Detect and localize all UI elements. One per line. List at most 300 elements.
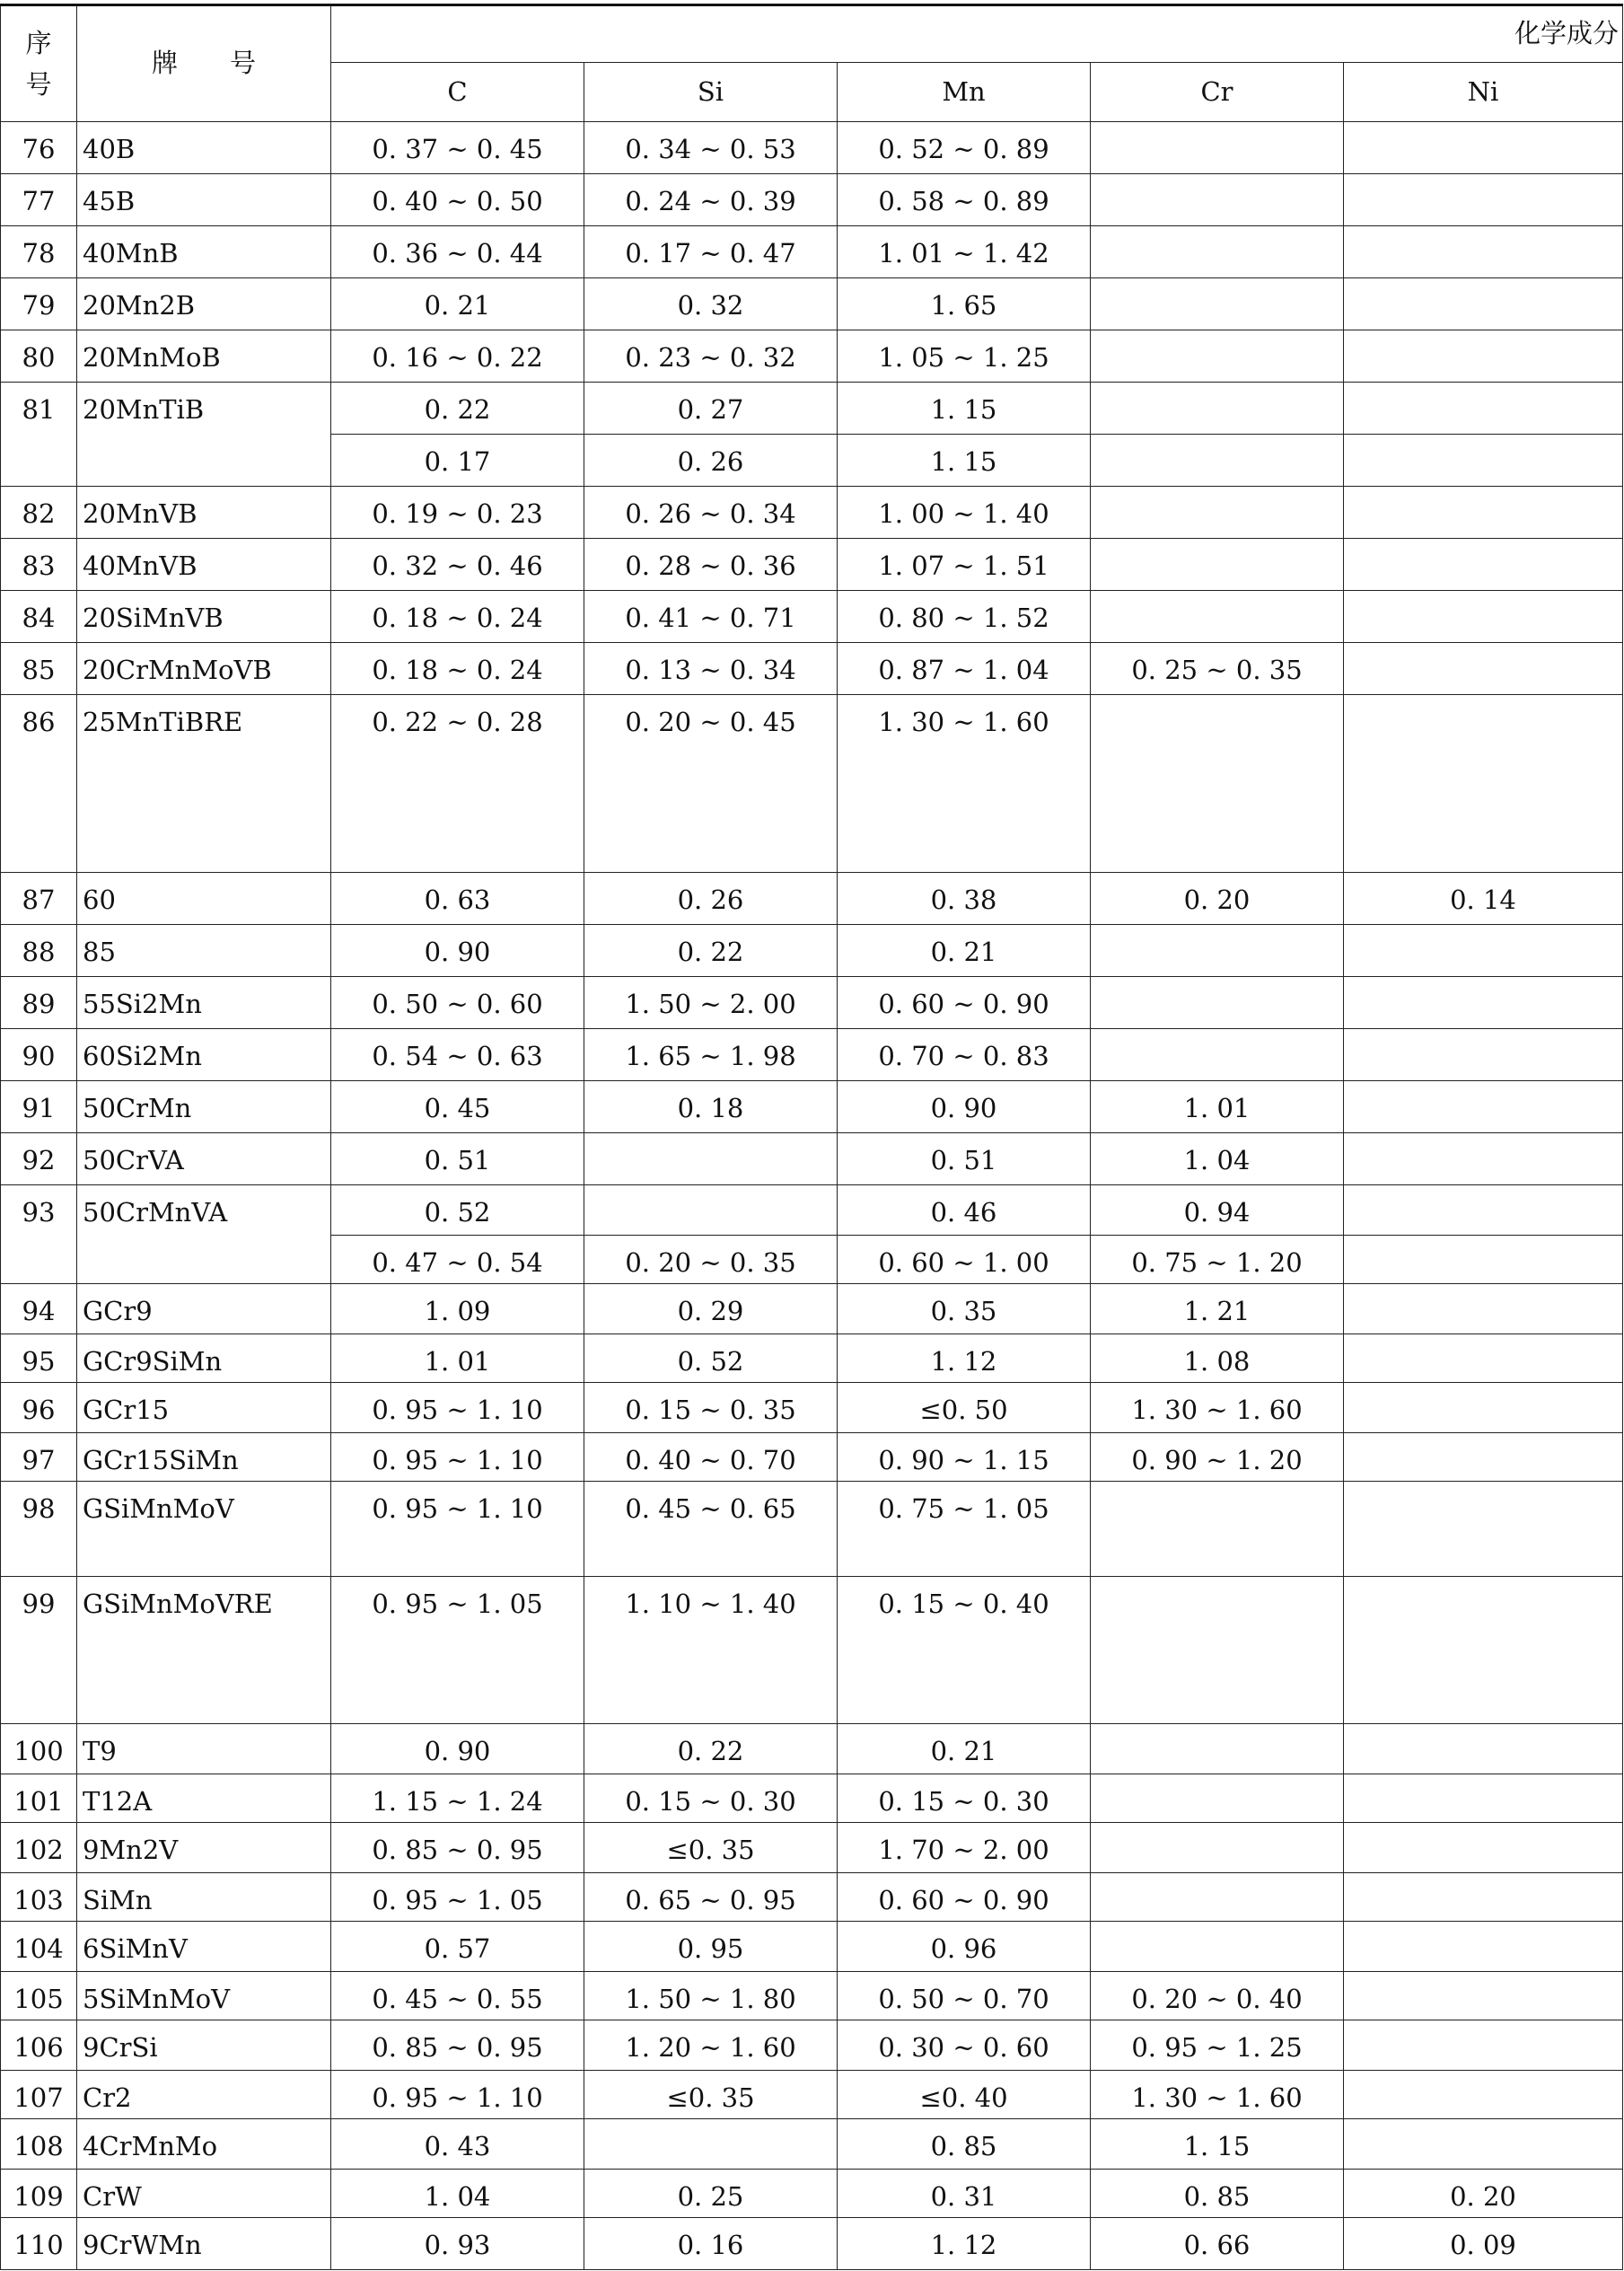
cell-si: 0. 34 ~ 0. 53 xyxy=(584,122,838,174)
row-index: 109 xyxy=(1,2170,77,2218)
cell-cr: 1. 08 xyxy=(1091,1334,1344,1383)
table-row xyxy=(1,925,1623,977)
table-row xyxy=(1,1433,1623,1482)
cell-mn: ≤0. 40 xyxy=(838,2071,1091,2119)
cell-c: 0. 45 xyxy=(331,1081,584,1133)
cell-mn: 0. 21 xyxy=(838,925,1091,977)
cell-ni xyxy=(1344,539,1623,591)
table-row xyxy=(1,1577,1623,1724)
cell-mn: 0. 90 xyxy=(838,1081,1091,1133)
cell-si: 1. 50 ~ 1. 80 xyxy=(584,1972,838,2020)
row-index: 90 xyxy=(1,1029,77,1081)
cell-cr xyxy=(1091,695,1344,873)
cell-si: 0. 23 ~ 0. 32 xyxy=(584,330,838,383)
row-index: 91 xyxy=(1,1081,77,1133)
cell-mn: 0. 30 ~ 0. 60 xyxy=(838,2020,1091,2071)
cell-ni xyxy=(1344,122,1623,174)
cell-mn: 1. 12 xyxy=(838,1334,1091,1383)
cell-si: 0. 27 xyxy=(584,383,838,435)
row-grade: T12A xyxy=(77,1774,331,1823)
cell-c: 0. 95 ~ 1. 10 xyxy=(331,1482,584,1577)
cell-cr xyxy=(1091,330,1344,383)
cell-si xyxy=(584,1185,838,1236)
cell-cr: 1. 15 xyxy=(1091,2119,1344,2170)
cell-mn: 1. 01 ~ 1. 42 xyxy=(838,226,1091,278)
row-grade: 85 xyxy=(77,925,331,977)
cell-si: 0. 22 xyxy=(584,1724,838,1774)
table-row xyxy=(1,539,1623,591)
table-row xyxy=(1,2020,1623,2071)
cell-ni xyxy=(1344,1334,1623,1383)
cell-si: 0. 13 ~ 0. 34 xyxy=(584,643,838,695)
cell-cr xyxy=(1091,1873,1344,1922)
table-row xyxy=(1,1873,1623,1922)
cell-cr: 0. 25 ~ 0. 35 xyxy=(1091,643,1344,695)
cell-ni xyxy=(1344,1383,1623,1433)
cell-cr xyxy=(1091,1724,1344,1774)
cell-mn: ≤0. 50 xyxy=(838,1383,1091,1433)
cell-c: 0. 16 ~ 0. 22 xyxy=(331,330,584,383)
row-index: 97 xyxy=(1,1433,77,1482)
cell-mn: 1. 15 xyxy=(838,435,1091,487)
table-row xyxy=(1,1133,1623,1185)
row-index: 95 xyxy=(1,1334,77,1383)
table-row xyxy=(1,1284,1623,1334)
column-header-si: Si xyxy=(584,63,838,122)
row-grade: GCr15 xyxy=(77,1383,331,1433)
cell-ni xyxy=(1344,330,1623,383)
cell-cr: 0. 94 xyxy=(1091,1185,1344,1236)
cell-ni xyxy=(1344,1972,1623,2020)
cell-c: 1. 04 xyxy=(331,2170,584,2218)
cell-ni xyxy=(1344,591,1623,643)
cell-c: 1. 15 ~ 1. 24 xyxy=(331,1774,584,1823)
column-header-cr: Cr xyxy=(1091,63,1344,122)
row-grade: GSiMnMoVRE xyxy=(77,1577,331,1724)
cell-si: 1. 65 ~ 1. 98 xyxy=(584,1029,838,1081)
cell-cr: 1. 30 ~ 1. 60 xyxy=(1091,2071,1344,2119)
row-grade: 50CrMnVA xyxy=(77,1185,331,1284)
row-grade: 20Mn2B xyxy=(77,278,331,330)
cell-c: 0. 90 xyxy=(331,1724,584,1774)
row-index: 103 xyxy=(1,1873,77,1922)
cell-si: ≤0. 35 xyxy=(584,2071,838,2119)
cell-mn: 0. 60 ~ 1. 00 xyxy=(838,1236,1091,1284)
cell-si xyxy=(584,1133,838,1185)
table-row xyxy=(1,122,1623,174)
row-index: 86 xyxy=(1,695,77,873)
cell-cr: 0. 66 xyxy=(1091,2218,1344,2270)
chemical-composition-table xyxy=(0,4,1623,2270)
cell-c: 0. 63 xyxy=(331,873,584,925)
cell-ni: 0. 09 xyxy=(1344,2218,1623,2270)
cell-c: 0. 45 ~ 0. 55 xyxy=(331,1972,584,2020)
cell-cr xyxy=(1091,591,1344,643)
cell-mn: 0. 70 ~ 0. 83 xyxy=(838,1029,1091,1081)
row-index: 81 xyxy=(1,383,77,487)
cell-mn: 1. 15 xyxy=(838,383,1091,435)
cell-cr: 0. 20 ~ 0. 40 xyxy=(1091,1972,1344,2020)
index-header-char-1: 序 xyxy=(25,27,52,58)
table-row xyxy=(1,873,1623,925)
cell-cr xyxy=(1091,278,1344,330)
cell-ni xyxy=(1344,1922,1623,1972)
row-grade: GCr9SiMn xyxy=(77,1334,331,1383)
cell-ni xyxy=(1344,278,1623,330)
cell-mn: 0. 60 ~ 0. 90 xyxy=(838,1873,1091,1922)
cell-cr: 0. 95 ~ 1. 25 xyxy=(1091,2020,1344,2071)
cell-ni xyxy=(1344,1577,1623,1724)
row-grade: SiMn xyxy=(77,1873,331,1922)
cell-si: 0. 26 ~ 0. 34 xyxy=(584,487,838,539)
row-grade: 9Mn2V xyxy=(77,1823,331,1873)
cell-ni: 0. 20 xyxy=(1344,2170,1623,2218)
row-grade: 9CrWMn xyxy=(77,2218,331,2270)
row-index: 98 xyxy=(1,1482,77,1577)
cell-c: 0. 22 xyxy=(331,383,584,435)
row-index: 96 xyxy=(1,1383,77,1433)
cell-mn: 0. 52 ~ 0. 89 xyxy=(838,122,1091,174)
row-index: 94 xyxy=(1,1284,77,1334)
cell-si: 0. 24 ~ 0. 39 xyxy=(584,174,838,226)
cell-ni: 0. 14 xyxy=(1344,873,1623,925)
row-index: 76 xyxy=(1,122,77,174)
row-grade: 20MnMoB xyxy=(77,330,331,383)
cell-ni xyxy=(1344,925,1623,977)
table-row xyxy=(1,2218,1623,2270)
cell-mn: 0. 85 xyxy=(838,2119,1091,2170)
cell-mn: 1. 30 ~ 1. 60 xyxy=(838,695,1091,873)
cell-c: 0. 93 xyxy=(331,2218,584,2270)
cell-ni xyxy=(1344,643,1623,695)
row-grade: GCr9 xyxy=(77,1284,331,1334)
row-index: 110 xyxy=(1,2218,77,2270)
cell-cr xyxy=(1091,226,1344,278)
table-row xyxy=(1,1823,1623,1873)
cell-ni xyxy=(1344,1133,1623,1185)
cell-si: 0. 15 ~ 0. 35 xyxy=(584,1383,838,1433)
cell-si: 0. 26 xyxy=(584,873,838,925)
cell-mn: 0. 35 xyxy=(838,1284,1091,1334)
row-grade: 40MnB xyxy=(77,226,331,278)
chemical-composition-header: 化学成分 xyxy=(331,5,1623,63)
cell-mn: 1. 12 xyxy=(838,2218,1091,2270)
row-index: 107 xyxy=(1,2071,77,2119)
table-row xyxy=(1,1185,1623,1236)
cell-ni xyxy=(1344,487,1623,539)
cell-si: 0. 45 ~ 0. 65 xyxy=(584,1482,838,1577)
table-row xyxy=(1,591,1623,643)
cell-cr xyxy=(1091,539,1344,591)
cell-mn: 1. 65 xyxy=(838,278,1091,330)
row-index: 83 xyxy=(1,539,77,591)
cell-c: 0. 36 ~ 0. 44 xyxy=(331,226,584,278)
cell-cr xyxy=(1091,1482,1344,1577)
cell-si: 0. 52 xyxy=(584,1334,838,1383)
row-grade: 6SiMnV xyxy=(77,1922,331,1972)
cell-c: 1. 09 xyxy=(331,1284,584,1334)
grade-column-header: 牌 号 xyxy=(77,5,331,122)
row-index: 82 xyxy=(1,487,77,539)
row-grade: 40MnVB xyxy=(77,539,331,591)
cell-mn: 0. 15 ~ 0. 40 xyxy=(838,1577,1091,1724)
column-header-mn: Mn xyxy=(838,63,1091,122)
table-row xyxy=(1,330,1623,383)
cell-cr: 1. 21 xyxy=(1091,1284,1344,1334)
cell-mn: 0. 60 ~ 0. 90 xyxy=(838,977,1091,1029)
cell-c: 0. 95 ~ 1. 10 xyxy=(331,1433,584,1482)
header-row-1 xyxy=(1,5,1623,63)
table-row xyxy=(1,1334,1623,1383)
table-row xyxy=(1,1029,1623,1081)
table-row xyxy=(1,643,1623,695)
cell-ni xyxy=(1344,2119,1623,2170)
row-grade: GSiMnMoV xyxy=(77,1482,331,1577)
cell-ni xyxy=(1344,1482,1623,1577)
cell-ni xyxy=(1344,695,1623,873)
cell-c: 0. 18 ~ 0. 24 xyxy=(331,591,584,643)
cell-c: 0. 57 xyxy=(331,1922,584,1972)
cell-ni xyxy=(1344,1284,1623,1334)
table-row xyxy=(1,695,1623,873)
cell-mn: 1. 70 ~ 2. 00 xyxy=(838,1823,1091,1873)
cell-c: 0. 17 xyxy=(331,435,584,487)
cell-si: 0. 29 xyxy=(584,1284,838,1334)
cell-si: 0. 40 ~ 0. 70 xyxy=(584,1433,838,1482)
cell-si: 0. 15 ~ 0. 30 xyxy=(584,1774,838,1823)
row-grade: 45B xyxy=(77,174,331,226)
cell-cr xyxy=(1091,1577,1344,1724)
column-header-ni: Ni xyxy=(1344,63,1623,122)
cell-c: 0. 95 ~ 1. 10 xyxy=(331,2071,584,2119)
cell-si: 0. 25 xyxy=(584,2170,838,2218)
index-header-char-2: 号 xyxy=(25,69,52,100)
cell-mn: 0. 87 ~ 1. 04 xyxy=(838,643,1091,695)
cell-ni xyxy=(1344,1774,1623,1823)
row-grade: 55Si2Mn xyxy=(77,977,331,1029)
cell-ni xyxy=(1344,2071,1623,2119)
row-grade: 40B xyxy=(77,122,331,174)
cell-si: 0. 18 xyxy=(584,1081,838,1133)
cell-cr: 0. 20 xyxy=(1091,873,1344,925)
cell-c: 0. 90 xyxy=(331,925,584,977)
cell-c: 0. 50 ~ 0. 60 xyxy=(331,977,584,1029)
cell-c: 0. 85 ~ 0. 95 xyxy=(331,1823,584,1873)
row-grade: 20SiMnVB xyxy=(77,591,331,643)
cell-si xyxy=(584,2119,838,2170)
cell-si: 1. 10 ~ 1. 40 xyxy=(584,1577,838,1724)
cell-mn: 0. 15 ~ 0. 30 xyxy=(838,1774,1091,1823)
row-grade: 50CrMn xyxy=(77,1081,331,1133)
cell-si: 1. 20 ~ 1. 60 xyxy=(584,2020,838,2071)
cell-ni xyxy=(1344,1724,1623,1774)
cell-c: 0. 40 ~ 0. 50 xyxy=(331,174,584,226)
row-grade: 25MnTiBRE xyxy=(77,695,331,873)
cell-ni xyxy=(1344,1433,1623,1482)
table-row xyxy=(1,2071,1623,2119)
cell-c: 0. 22 ~ 0. 28 xyxy=(331,695,584,873)
cell-c: 0. 18 ~ 0. 24 xyxy=(331,643,584,695)
row-index: 93 xyxy=(1,1185,77,1284)
row-index: 80 xyxy=(1,330,77,383)
cell-ni xyxy=(1344,1185,1623,1236)
cell-mn: 0. 51 xyxy=(838,1133,1091,1185)
cell-mn: 1. 05 ~ 1. 25 xyxy=(838,330,1091,383)
row-index: 87 xyxy=(1,873,77,925)
row-grade: 5SiMnMoV xyxy=(77,1972,331,2020)
table-row xyxy=(1,383,1623,435)
table-row xyxy=(1,1774,1623,1823)
cell-cr xyxy=(1091,487,1344,539)
cell-cr: 0. 85 xyxy=(1091,2170,1344,2218)
row-grade: Cr2 xyxy=(77,2071,331,2119)
column-header-c: C xyxy=(331,63,584,122)
cell-ni xyxy=(1344,1029,1623,1081)
row-index: 88 xyxy=(1,925,77,977)
cell-si: 0. 41 ~ 0. 71 xyxy=(584,591,838,643)
cell-cr xyxy=(1091,977,1344,1029)
cell-c: 0. 51 xyxy=(331,1133,584,1185)
cell-c: 0. 19 ~ 0. 23 xyxy=(331,487,584,539)
row-grade: 20CrMnMoVB xyxy=(77,643,331,695)
cell-cr: 0. 90 ~ 1. 20 xyxy=(1091,1433,1344,1482)
row-index: 102 xyxy=(1,1823,77,1873)
cell-cr xyxy=(1091,1823,1344,1873)
cell-mn: 0. 38 xyxy=(838,873,1091,925)
row-grade: 60 xyxy=(77,873,331,925)
cell-si: 0. 95 xyxy=(584,1922,838,1972)
row-index: 108 xyxy=(1,2119,77,2170)
cell-mn: 0. 96 xyxy=(838,1922,1091,1972)
cell-mn: 0. 50 ~ 0. 70 xyxy=(838,1972,1091,2020)
cell-si: 0. 65 ~ 0. 95 xyxy=(584,1873,838,1922)
table-row xyxy=(1,278,1623,330)
cell-cr xyxy=(1091,122,1344,174)
cell-mn: 0. 31 xyxy=(838,2170,1091,2218)
row-index: 99 xyxy=(1,1577,77,1724)
table-row xyxy=(1,1972,1623,2020)
cell-si: 0. 26 xyxy=(584,435,838,487)
cell-c: 0. 85 ~ 0. 95 xyxy=(331,2020,584,2071)
cell-si: 0. 20 ~ 0. 45 xyxy=(584,695,838,873)
cell-cr xyxy=(1091,435,1344,487)
cell-ni xyxy=(1344,1823,1623,1873)
cell-mn: 0. 21 xyxy=(838,1724,1091,1774)
cell-mn: 1. 07 ~ 1. 51 xyxy=(838,539,1091,591)
table-row xyxy=(1,2119,1623,2170)
row-index: 89 xyxy=(1,977,77,1029)
cell-mn: 0. 90 ~ 1. 15 xyxy=(838,1433,1091,1482)
cell-si: 0. 20 ~ 0. 35 xyxy=(584,1236,838,1284)
row-grade: 9CrSi xyxy=(77,2020,331,2071)
row-index: 84 xyxy=(1,591,77,643)
cell-c: 0. 95 ~ 1. 05 xyxy=(331,1873,584,1922)
cell-ni xyxy=(1344,1873,1623,1922)
cell-ni xyxy=(1344,383,1623,435)
row-grade: T9 xyxy=(77,1724,331,1774)
cell-si: 0. 16 xyxy=(584,2218,838,2270)
cell-c: 0. 43 xyxy=(331,2119,584,2170)
cell-c: 0. 95 ~ 1. 10 xyxy=(331,1383,584,1433)
cell-ni xyxy=(1344,174,1623,226)
row-index: 85 xyxy=(1,643,77,695)
row-grade: CrW xyxy=(77,2170,331,2218)
cell-ni xyxy=(1344,1081,1623,1133)
cell-cr: 1. 30 ~ 1. 60 xyxy=(1091,1383,1344,1433)
cell-ni xyxy=(1344,226,1623,278)
row-index: 78 xyxy=(1,226,77,278)
cell-c: 1. 01 xyxy=(331,1334,584,1383)
cell-ni xyxy=(1344,1236,1623,1284)
cell-c: 0. 95 ~ 1. 05 xyxy=(331,1577,584,1724)
cell-si: 0. 28 ~ 0. 36 xyxy=(584,539,838,591)
row-index: 79 xyxy=(1,278,77,330)
row-grade: 4CrMnMo xyxy=(77,2119,331,2170)
row-grade: 50CrVA xyxy=(77,1133,331,1185)
row-index: 105 xyxy=(1,1972,77,2020)
row-index: 104 xyxy=(1,1922,77,1972)
cell-mn: 0. 46 xyxy=(838,1185,1091,1236)
cell-si: 0. 32 xyxy=(584,278,838,330)
cell-si: 1. 50 ~ 2. 00 xyxy=(584,977,838,1029)
cell-si: 0. 17 ~ 0. 47 xyxy=(584,226,838,278)
table-row xyxy=(1,1482,1623,1577)
cell-cr: 1. 04 xyxy=(1091,1133,1344,1185)
table-row xyxy=(1,1724,1623,1774)
row-index: 100 xyxy=(1,1724,77,1774)
cell-ni xyxy=(1344,435,1623,487)
cell-cr xyxy=(1091,383,1344,435)
cell-c: 0. 52 xyxy=(331,1185,584,1236)
table-row xyxy=(1,977,1623,1029)
table-row xyxy=(1,2170,1623,2218)
cell-cr: 0. 75 ~ 1. 20 xyxy=(1091,1236,1344,1284)
cell-c: 0. 54 ~ 0. 63 xyxy=(331,1029,584,1081)
cell-si: ≤0. 35 xyxy=(584,1823,838,1873)
row-grade: GCr15SiMn xyxy=(77,1433,331,1482)
table-row xyxy=(1,226,1623,278)
cell-c: 0. 37 ~ 0. 45 xyxy=(331,122,584,174)
cell-mn: 1. 00 ~ 1. 40 xyxy=(838,487,1091,539)
cell-si: 0. 22 xyxy=(584,925,838,977)
index-column-header xyxy=(1,5,77,122)
cell-cr xyxy=(1091,174,1344,226)
cell-cr: 1. 01 xyxy=(1091,1081,1344,1133)
row-index: 77 xyxy=(1,174,77,226)
row-index: 92 xyxy=(1,1133,77,1185)
cell-c: 0. 47 ~ 0. 54 xyxy=(331,1236,584,1284)
row-grade: 60Si2Mn xyxy=(77,1029,331,1081)
cell-ni xyxy=(1344,2020,1623,2071)
cell-mn: 0. 58 ~ 0. 89 xyxy=(838,174,1091,226)
cell-cr xyxy=(1091,1774,1344,1823)
row-index: 101 xyxy=(1,1774,77,1823)
cell-mn: 0. 75 ~ 1. 05 xyxy=(838,1482,1091,1577)
row-grade: 20MnVB xyxy=(77,487,331,539)
row-grade: 20MnTiB xyxy=(77,383,331,487)
cell-c: 0. 21 xyxy=(331,278,584,330)
table-row xyxy=(1,174,1623,226)
cell-cr xyxy=(1091,925,1344,977)
cell-ni xyxy=(1344,977,1623,1029)
cell-mn: 0. 80 ~ 1. 52 xyxy=(838,591,1091,643)
cell-c: 0. 32 ~ 0. 46 xyxy=(331,539,584,591)
table-row xyxy=(1,1081,1623,1133)
cell-cr xyxy=(1091,1922,1344,1972)
cell-cr xyxy=(1091,1029,1344,1081)
table-row xyxy=(1,1922,1623,1972)
table-row xyxy=(1,1383,1623,1433)
